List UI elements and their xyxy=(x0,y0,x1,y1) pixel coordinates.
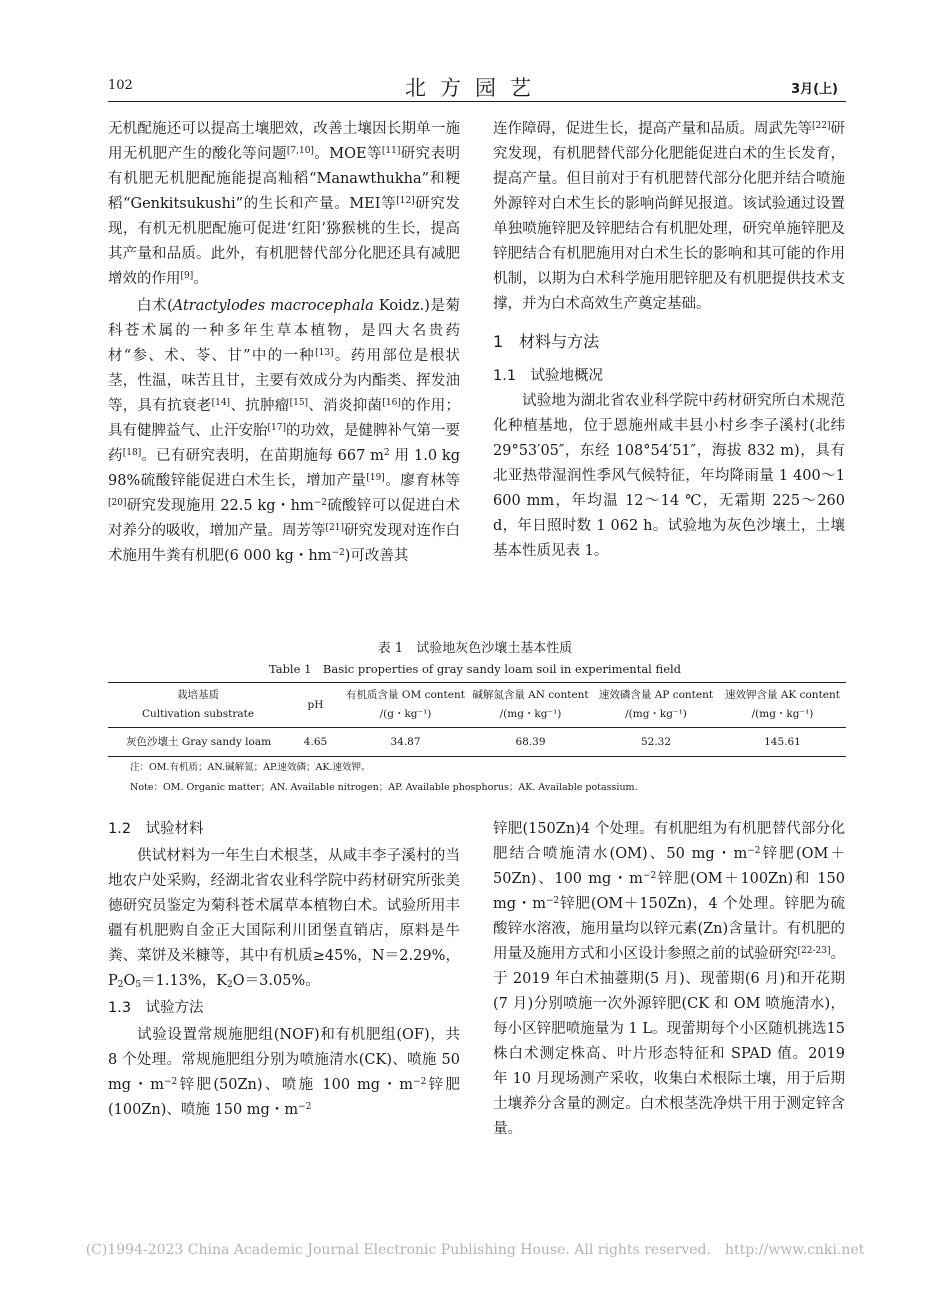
cell-ap: 52.32 xyxy=(640,736,672,748)
column-left-top xyxy=(108,117,460,569)
column-header-ph: pH xyxy=(307,698,324,711)
journal-title: 北方园艺 xyxy=(405,76,545,100)
cell-substrate: 灰色沙壤土 Gray sandy loam xyxy=(126,736,272,748)
paragraph-study-aim: 连作障碍，促进生长，提高产量和品质。周武先等[22]研究发现，有机肥替代部分化肥能促进白术的生长发育，提高产量。但目前对于有机肥替代部分化肥并结合喷施外源锌对白术生长的影响尚鲜见报道。该试验通过设置单独喷施锌肥及锌肥结合有机肥处理，研究单施锌肥及锌肥结合有机肥施用对白术生长的影响和其可能的作用机制，以期为白术科学施用肥锌肥及有机肥提供技术支撑，并为白术高效生产奠定基础。 xyxy=(493,121,846,312)
table-header-row xyxy=(108,683,846,728)
table-row xyxy=(108,728,846,757)
cell-ak: 145.61 xyxy=(764,736,801,748)
paragraph-atractylodes-intro: 白术(Atractylodes macrocephala Koidz.)是菊科苍术属的一种多年生草本植物，是四大名贵药材“参、术、苓、甘”中的一种[13]。药用部位是根状茎，性温，味苦且甘，主要有效成分为内酯类、挥发油等，具有抗衰老[14]、抗肿瘤[15]、消炎抑菌[16]的作用；具有健脾益气、止汗安胎[17]的功效，是健脾补气第一要药[18]。已有研究表明，在苗期施每 667 $m^2$ 用 1.0 kg 98%硫酸锌能促进白术生长，增加产量[19]。廖育林等[20]研究发现施用 22.5 kg・$hm^{-2}$硫酸锌可以促进白术对养分的吸收，增加产量。周芳等[21]研究发现对连作白术施用牛粪有机肥(6 000 kg・$hm^{-2}$)可改善其 xyxy=(108,298,461,564)
copyright-text: (C)1994-2023 China Academic Journal Electronic Publishing House. All rights reserved. xyxy=(85,1242,711,1258)
paragraph-test-materials: 供试材料为一年生白术根茎，从咸丰李子溪村的当地农户处采购，经湖北省农业科学院中药材研究所张美德研究员鉴定为菊科苍术属草本植物白术。试验所用丰疆有机肥购自金正大国际利川团堡直销店，原料是牛粪、菜饼及米糠等，其中有机质≥45%，N＝2.29%，$P_2O_5=1.13\%$，$K_2O=3.05\%$。 xyxy=(108,848,460,990)
column-header-substrate: 栽培基质 Cultivation substrate xyxy=(141,689,255,720)
table-caption-zh: 表 1 试验地灰色沙壤土基本性质 xyxy=(377,641,573,656)
subsection-heading-site: 1.1 试验地概况 xyxy=(493,368,604,384)
cnki-url: http://www.cnki.net xyxy=(724,1242,865,1258)
paragraph-test-methods: 试验设置常规施肥组(NOF)和有机肥组(OF)，共 8 个处理。常规施肥组分别为喷施清水(CK)、喷施 50 mg・$m^{-2}$锌肥(50Zn)、喷施 100 mg・$m^{-2}$锌肥(100Zn)、喷施 150 mg・$m^{-2}$ xyxy=(108,1027,461,1118)
header-rule xyxy=(108,101,846,102)
cell-om: 34.87 xyxy=(390,736,421,748)
column-header-ak: 速效钾含量 AK content /(mg・kg⁻¹) xyxy=(725,689,840,720)
issue-label: 3月(上) xyxy=(791,82,838,97)
column-right-top xyxy=(493,117,845,564)
soil-properties-table xyxy=(108,682,846,757)
page-number: 102 xyxy=(108,78,133,93)
paragraph-fertilizer-review: 无机配施还可以提高土壤肥效，改善土壤因长期单一施用无机肥产生的酸化等问题[7,10]。MOE等[11]研究表明有机肥无机肥配施能提高籼稻“Manawthukha”和粳稻“Genkitsukushi”的生长和产量。MEI等[12]研究发现，有机无机肥配施可促进‘红阳’猕猴桃的生长，提高其产量和品质。此外，有机肥替代部分化肥还具有减肥增效的作用[9]。 xyxy=(108,121,460,287)
paragraph-treatments-continued: 锌肥(150Zn)4 个处理。有机肥组为有机肥替代部分化肥结合喷施清水(OM)、50 mg・$m^{-2}$锌肥(OM＋50Zn)、100 mg・$m^{-2}$锌肥(OM＋100Zn)和 150 mg・$m^{-2}$锌肥(OM＋150Zn)，4 个处理。锌肥为硫酸锌水溶液，施用量均以锌元素(Zn)含量计。有机肥的用量及施用方式和小区设计参照之前的试验研究[22-23]。于 2019 年白术抽薹期(5 月)、现蕾期(6 月)和开花期(7 月)分别喷施一次外源锌肥(CK 和 OM 喷施清水)，每小区锌肥喷施量为 1 L。现蕾期每个小区随机挑选15 株白术测定株高、叶片形态特征和 SPAD 值。2019 年 10 月现场测产采收，收集白术根际土壤，用于后期土壤养分含量的测定。白术根茎洗净烘干用于测定锌含量。 xyxy=(493,821,846,1137)
cell-ph: 4.65 xyxy=(303,736,328,748)
column-header-an: 碱解氮含量 AN content /(mg・kg⁻¹) xyxy=(472,689,589,720)
table-caption-en: Table 1 Basic properties of gray sandy loam soil in experimental field xyxy=(268,662,682,676)
table-note-zh: 注：OM.有机质；AN.碱解氮；AP.速效磷；AK.速效钾。 xyxy=(130,762,371,773)
section-heading-materials-methods: 1 材料与方法 xyxy=(493,332,600,351)
column-header-om: 有机质含量 OM content /(g・kg⁻¹) xyxy=(346,689,465,720)
column-header-ap: 速效磷含量 AP content /(mg・kg⁻¹) xyxy=(598,689,714,720)
cell-an: 68.39 xyxy=(515,736,546,748)
table-note-en: Note：OM. Organic matter；AN. Available nitrogen；AP. Available phosphorus；AK. Available potassium. xyxy=(130,782,638,793)
subsection-heading-methods: 1.3 试验方法 xyxy=(108,1000,204,1016)
paragraph-site-description: 试验地为湖北省农业科学院中药材研究所白术规范化种植基地，位于恩施州咸丰县小村乡李子溪村(北纬 29°53′05″，东经 108°54′51″，海拔 832 m)，具有北亚热带湿润性季风气候特征，年均降雨量 1 400～1 600 mm，年均温 12～14 ℃，无霜期 225～260 d，年日照时数 1 062 h。试验地为灰色沙壤土，土壤基本性质见表 1。 xyxy=(493,393,845,559)
subsection-heading-materials: 1.2 试验材料 xyxy=(108,821,204,837)
copyright-footer xyxy=(0,1242,950,1258)
column-left-bottom xyxy=(108,817,460,1123)
column-right-bottom xyxy=(493,817,845,1142)
